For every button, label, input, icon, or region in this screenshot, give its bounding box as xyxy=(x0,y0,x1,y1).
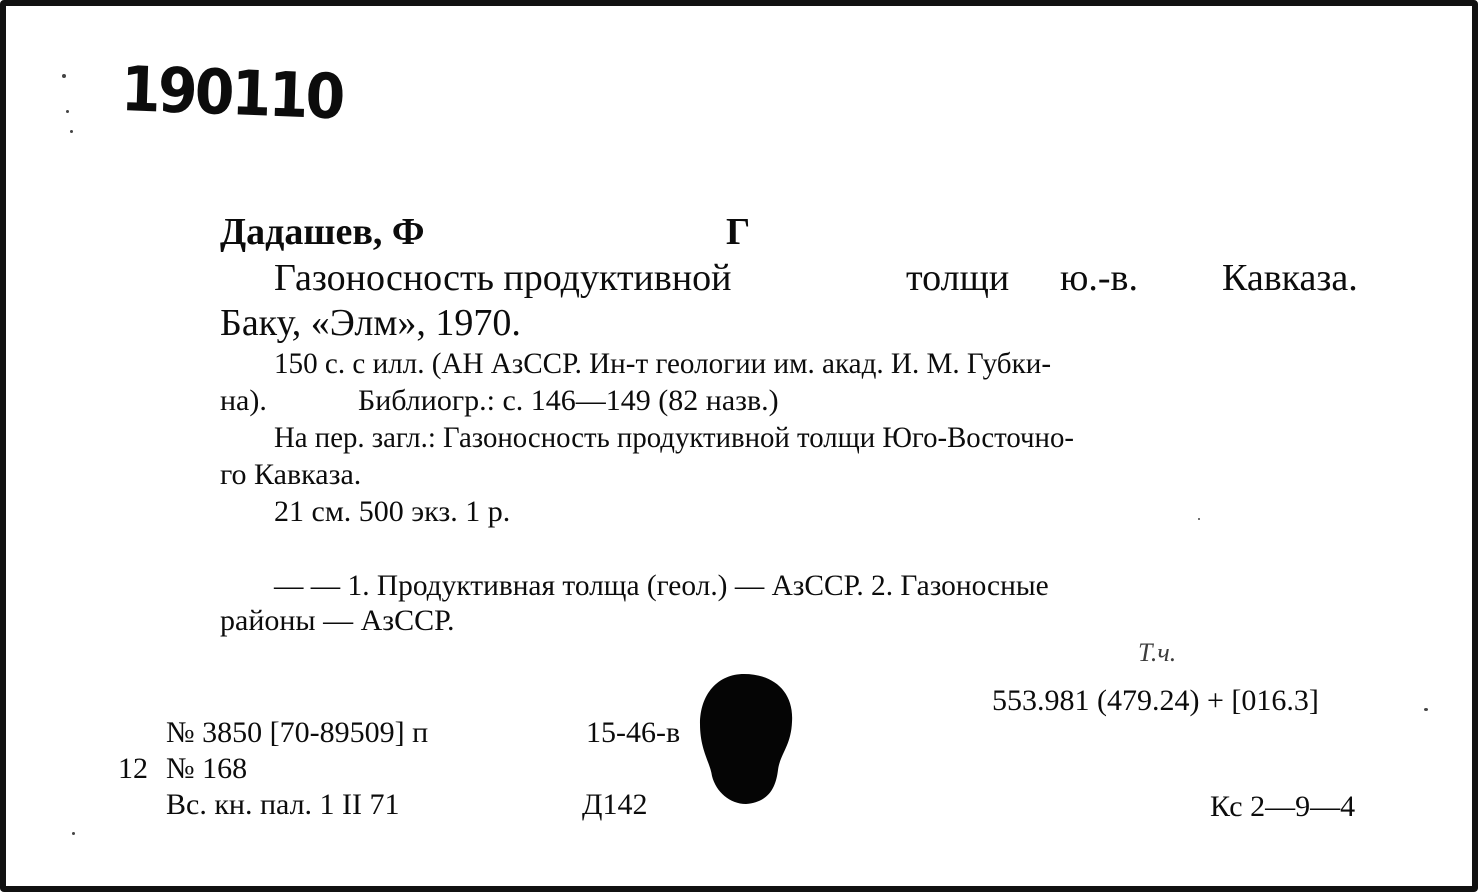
author-initial: Г xyxy=(726,211,751,253)
punch-hole-blot xyxy=(694,670,798,810)
print-code: 15-46-в xyxy=(586,716,681,749)
title-line1-part2: толщи xyxy=(906,257,1010,299)
classification-mark: Т.ч. xyxy=(1138,638,1177,667)
title-line1-part1: Газоносность продуктивной xyxy=(274,257,732,299)
copy-number: № 168 xyxy=(166,752,248,785)
scan-speck xyxy=(1424,708,1428,711)
subjects-line-2: районы — АзССР. xyxy=(220,604,455,637)
title-line1-part4: Кавказа. xyxy=(1222,257,1358,299)
body-line-1: 150 с. с илл. (АН АзССР. Ин-т геологии им. акад. И. М. Губки- xyxy=(274,347,1052,380)
udc-index: 553.981 (479.24) + [016.3] xyxy=(992,684,1319,717)
title-line2-publisher: Баку, «Элм», 1970. xyxy=(220,302,521,344)
copy-prefix: 12 xyxy=(118,752,148,785)
scan-speck xyxy=(66,110,69,113)
body-line-4: го Кавказа. xyxy=(220,458,362,491)
order-line: № 3850 [70-89509] п xyxy=(166,716,429,749)
title-line1-part3: ю.-в. xyxy=(1060,257,1138,299)
body-line-2a: на). xyxy=(220,384,267,417)
subjects-line-1: — — 1. Продуктивная толща (геол.) — АзССР. 2. Газоносные xyxy=(274,569,1049,602)
author-surname: Дадашев, Ф xyxy=(220,211,425,253)
ks-code: Кс 2—9—4 xyxy=(1210,790,1356,823)
handwritten-accession-number: 190110 xyxy=(119,52,344,134)
scan-speck xyxy=(62,74,66,78)
body-line-5: 21 см. 500 экз. 1 р. xyxy=(274,495,511,528)
chamber-line: Вс. кн. пал. 1 II 71 xyxy=(166,788,400,821)
body-line-3: На пер. загл.: Газоносность продуктивной толщи Юго-Восточно- xyxy=(274,421,1074,454)
scan-speck xyxy=(70,130,73,133)
scan-speck xyxy=(1198,518,1200,520)
scan-speck xyxy=(72,832,75,835)
card-code: Д142 xyxy=(582,788,648,821)
body-line-2b: Библиогр.: с. 146—149 (82 назв.) xyxy=(358,384,779,417)
